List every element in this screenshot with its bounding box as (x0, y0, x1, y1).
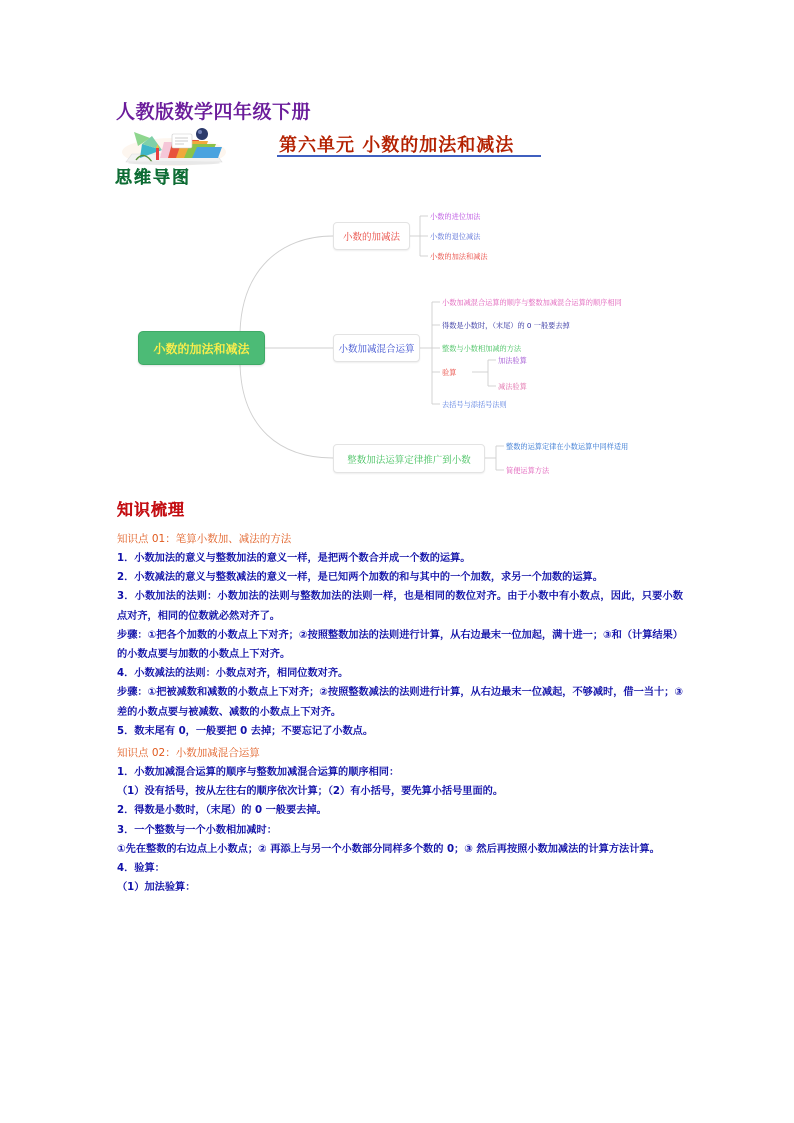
mindmap-section-label: 思维导图 (115, 168, 191, 188)
page-header-series: 人教版数学四年级下册 (116, 101, 312, 123)
mindmap-leaf-1-2[interactable]: 小数的退位减法 (430, 232, 481, 241)
mindmap-leaf-3-2[interactable]: 简便运算方法 (506, 466, 550, 475)
mindmap-subleaf-2-2[interactable]: 减法验算 (498, 382, 527, 391)
books-pencil-clipart (120, 122, 228, 168)
mindmap-leaf-2-4[interactable]: 验算 (442, 368, 457, 377)
mindmap-root-node[interactable]: 小数的加法和减法 (138, 331, 265, 365)
mindmap-branch-node-3[interactable]: 整数加法运算定律推广到小数 (333, 444, 485, 473)
body-paragraph: 3．小数加法的法则：小数加法的法则与整数加法的法则一样，也是相同的数位对齐。由于小数中有小数点，因此，只要小数点对齐，相同的位数就必然对齐了。 (117, 591, 683, 622)
mindmap-leaf-1-1[interactable]: 小数的进位加法 (430, 212, 481, 221)
body-paragraph: 5．数末尾有 0，一般要把 0 去掉；不要忘记了小数点。 (117, 725, 374, 737)
knowledge-point-heading: 知识点 01：笔算小数加、减法的方法 (117, 533, 292, 545)
mindmap-leaf-2-1[interactable]: 小数加减混合运算的顺序与整数加减混合运算的顺序相同 (442, 298, 622, 307)
mindmap-subleaf-2-1[interactable]: 加法验算 (498, 356, 527, 365)
body-paragraph: 3．一个整数与一个小数相加减时： (117, 824, 277, 836)
body-paragraph: （1）加法验算： (117, 882, 196, 894)
mindmap-leaf-2-2[interactable]: 得数是小数时，（末尾）的 0 一般要去掉 (442, 321, 570, 330)
title-underline (277, 155, 541, 157)
body-paragraph: 步骤：①把被减数和减数的小数点上下对齐；②按照整数减法的法则进行计算，从右边最末一位减起，不够减时，借一当十；③差的小数点要与被减数、减数的小数点上下对齐。 (117, 687, 683, 718)
body-paragraph: 2．得数是小数时，（末尾）的 0 一般要去掉。 (117, 805, 327, 817)
mindmap-leaf-3-1[interactable]: 整数的运算定律在小数运算中同样适用 (506, 442, 629, 451)
body-paragraph: （1）没有括号，按从左往右的顺序依次计算；（2）有小括号，要先算小括号里面的。 (117, 786, 504, 798)
body-paragraph: 4．小数减法的法则：小数点对齐，相同位数对齐。 (117, 668, 349, 680)
mindmap-leaf-2-5[interactable]: 去括号与添括号法则 (442, 400, 507, 409)
body-paragraph: 步骤：①把各个加数的小数点上下对齐；②按照整数加法的法则进行计算，从右边最末一位加起，满十进一；③和（计算结果）的小数点要与加数的小数点上下对齐。 (117, 629, 683, 661)
body-paragraph: 1．小数加法的意义与整数加法的意义一样，是把两个数合并成一个数的运算。 (117, 553, 471, 564)
body-paragraph: 1．小数加减混合运算的顺序与整数加减混合运算的顺序相同： (117, 767, 400, 779)
body-paragraph: 4．验算： (117, 863, 165, 875)
mindmap-branch-node-1[interactable]: 小数的加减法 (333, 222, 410, 250)
mindmap-branch-node-2[interactable]: 小数加减混合运算 (333, 334, 420, 362)
body-paragraph: 2．小数减法的意义与整数减法的意义一样，是已知两个加数的和与其中的一个加数，求另一个加数的运算。 (117, 572, 603, 584)
mindmap (120, 200, 720, 490)
body-paragraph: ①先在整数的右边点上小数点；② 再添上与另一个小数部分同样多个数的 0；③ 然后再按照小数加减法的计算方法计算。 (117, 843, 660, 855)
section-title-knowledge: 知识梳理 (117, 500, 186, 519)
page-title: 第六单元 小数的加法和减法 (279, 135, 515, 156)
mindmap-leaf-1-3[interactable]: 小数的加法和减法 (430, 252, 488, 261)
mindmap-leaf-2-3[interactable]: 整数与小数相加减的方法 (442, 344, 522, 353)
knowledge-content (117, 527, 683, 897)
knowledge-point-heading: 知识点 02：小数加减混合运算 (117, 747, 260, 760)
